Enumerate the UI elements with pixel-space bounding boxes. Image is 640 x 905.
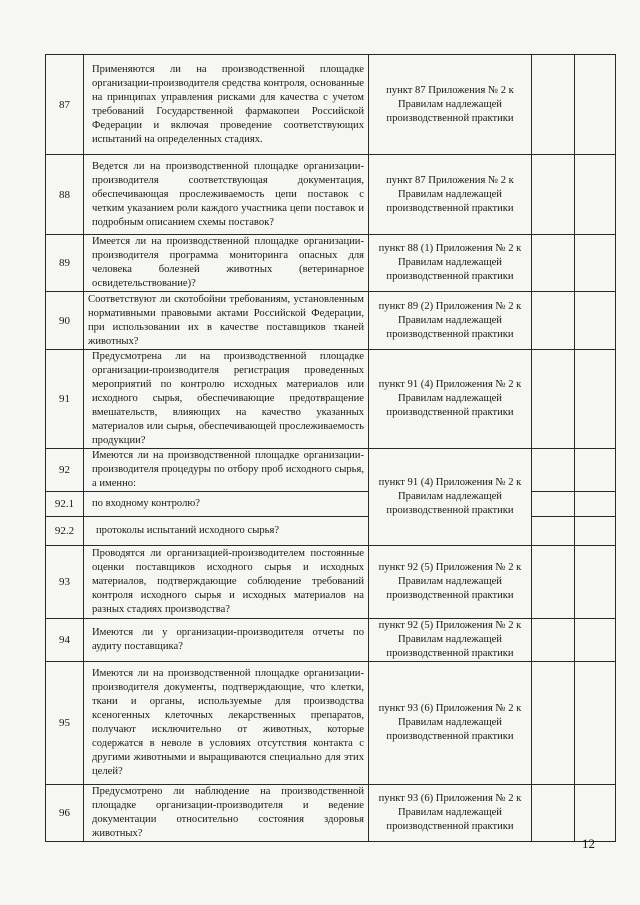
reference-text: пункт 87 Приложения № 2 к Правилам надлежащей производственной практики xyxy=(369,55,532,155)
question-text: протоколы испытаний исходного сырья? xyxy=(84,517,369,546)
answer-cell-no xyxy=(575,492,616,517)
table-row xyxy=(46,292,616,350)
answer-cell-no xyxy=(575,235,616,292)
answer-cell-no xyxy=(575,55,616,155)
question-text: Соответствуют ли скотобойни требованиям, установленным нормативными правовыми актами Российской Федерации, при использовании их в качестве поставщиков тканей животных? xyxy=(84,292,369,350)
answer-cell-no xyxy=(575,350,616,449)
question-text: Имеются ли на производственной площадке организации-производителя документы, подтверждающие, что клетки, ткани и органы, используемые для производства ксеногенных клеточных лекарственных препаратов, получают исключительно от животных, которые содержатся в неволе в условиях отсутствия контакта с другими животными и выращиваются специально для этих целей? xyxy=(84,662,369,785)
answer-cell-no xyxy=(575,619,616,662)
table-row xyxy=(46,546,616,619)
answer-cell-no xyxy=(575,517,616,546)
answer-cell-yes xyxy=(532,492,575,517)
question-text: Предусмотрено ли наблюдение на производственной площадке организации-производителя и ведение документации относительно состояния здоровья животных? xyxy=(84,785,369,842)
answer-cell-yes xyxy=(532,292,575,350)
answer-cell-yes xyxy=(532,235,575,292)
row-number: 92.1 xyxy=(46,492,84,517)
answer-cell-no xyxy=(575,155,616,235)
answer-cell-yes xyxy=(532,155,575,235)
question-text: Проводятся ли организацией-производителем постоянные оценки поставщиков исходного сырья и исходных материалов, подтверждающие соблюдение требований контроля исходного сырья и исходных материалов на разных стадиях производства? xyxy=(84,546,369,619)
answer-cell-no xyxy=(575,546,616,619)
answer-cell-yes xyxy=(532,619,575,662)
table-row xyxy=(46,155,616,235)
answer-cell-no xyxy=(575,662,616,785)
answer-cell-yes xyxy=(532,517,575,546)
reference-text: пункт 91 (4) Приложения № 2 к Правилам надлежащей производственной практики xyxy=(369,449,532,546)
table-row xyxy=(46,449,616,492)
reference-text: пункт 93 (6) Приложения № 2 к Правилам надлежащей производственной практики xyxy=(369,785,532,842)
checklist-table xyxy=(45,54,616,842)
reference-text: пункт 89 (2) Приложения № 2 к Правилам надлежащей производственной практики xyxy=(369,292,532,350)
reference-text: пункт 88 (1) Приложения № 2 к Правилам надлежащей производственной практики xyxy=(369,235,532,292)
answer-cell-no xyxy=(575,785,616,842)
question-text: Имеются ли у организации-производителя отчеты по аудиту поставщика? xyxy=(84,619,369,662)
reference-text: пункт 93 (6) Приложения № 2 к Правилам надлежащей производственной практики xyxy=(369,662,532,785)
question-text: Ведется ли на производственной площадке организации-производителя соответствующая документация, обеспечивающая прослеживаемость цепи поставок с четким указанием роли каждого участника цепи поставок и подробным описанием схемы поставок? xyxy=(84,155,369,235)
row-number: 88 xyxy=(46,155,84,235)
row-number: 92.2 xyxy=(46,517,84,546)
answer-cell-yes xyxy=(532,785,575,842)
table-row xyxy=(46,662,616,785)
reference-text: пункт 91 (4) Приложения № 2 к Правилам надлежащей производственной практики xyxy=(369,350,532,449)
answer-cell-yes xyxy=(532,55,575,155)
row-number: 95 xyxy=(46,662,84,785)
answer-cell-yes xyxy=(532,662,575,785)
row-number: 87 xyxy=(46,55,84,155)
answer-cell-no xyxy=(575,449,616,492)
reference-text: пункт 92 (5) Приложения № 2 к Правилам надлежащей производственной практики xyxy=(369,619,532,662)
question-text: Имеется ли на производственной площадке организации-производителя программа мониторинга опасных для человека болезней животных (ветеринарное освидетельствование)? xyxy=(84,235,369,292)
table-row xyxy=(46,235,616,292)
table-row xyxy=(46,785,616,842)
row-number: 89 xyxy=(46,235,84,292)
question-text: Предусмотрена ли на производственной площадке организации-производителя регистрация проведенных мероприятий по контролю исходных материалов или исходного сырья, обеспечивающие предотвращение вмешательств, влияющих на качество указанных материалов или сырья, обеспечивающей прослеживаемость продукции? xyxy=(84,350,369,449)
question-text: по входному контролю? xyxy=(84,492,369,517)
row-number: 92 xyxy=(46,449,84,492)
row-number: 94 xyxy=(46,619,84,662)
question-text: Применяются ли на производственной площадке организации-производителя средства контроля, основанные на принципах управления рисками для качества с учетом требований Государственной фармакопеи Российской Федерации и включая проведение соответствующих испытаний на определенных стадиях. xyxy=(84,55,369,155)
reference-text: пункт 87 Приложения № 2 к Правилам надлежащей производственной практики xyxy=(369,155,532,235)
answer-cell-yes xyxy=(532,350,575,449)
table-row xyxy=(46,350,616,449)
answer-cell-yes xyxy=(532,449,575,492)
page-number: 12 xyxy=(582,836,595,851)
row-number: 91 xyxy=(46,350,84,449)
reference-text: пункт 92 (5) Приложения № 2 к Правилам надлежащей производственной практики xyxy=(369,546,532,619)
row-number: 96 xyxy=(46,785,84,842)
table-row xyxy=(46,619,616,662)
row-number: 93 xyxy=(46,546,84,619)
question-text: Имеются ли на производственной площадке организации-производителя процедуры по отбору проб исходного сырья, а именно: xyxy=(84,449,369,492)
table-row xyxy=(46,55,616,155)
row-number: 90 xyxy=(46,292,84,350)
answer-cell-no xyxy=(575,292,616,350)
answer-cell-yes xyxy=(532,546,575,619)
